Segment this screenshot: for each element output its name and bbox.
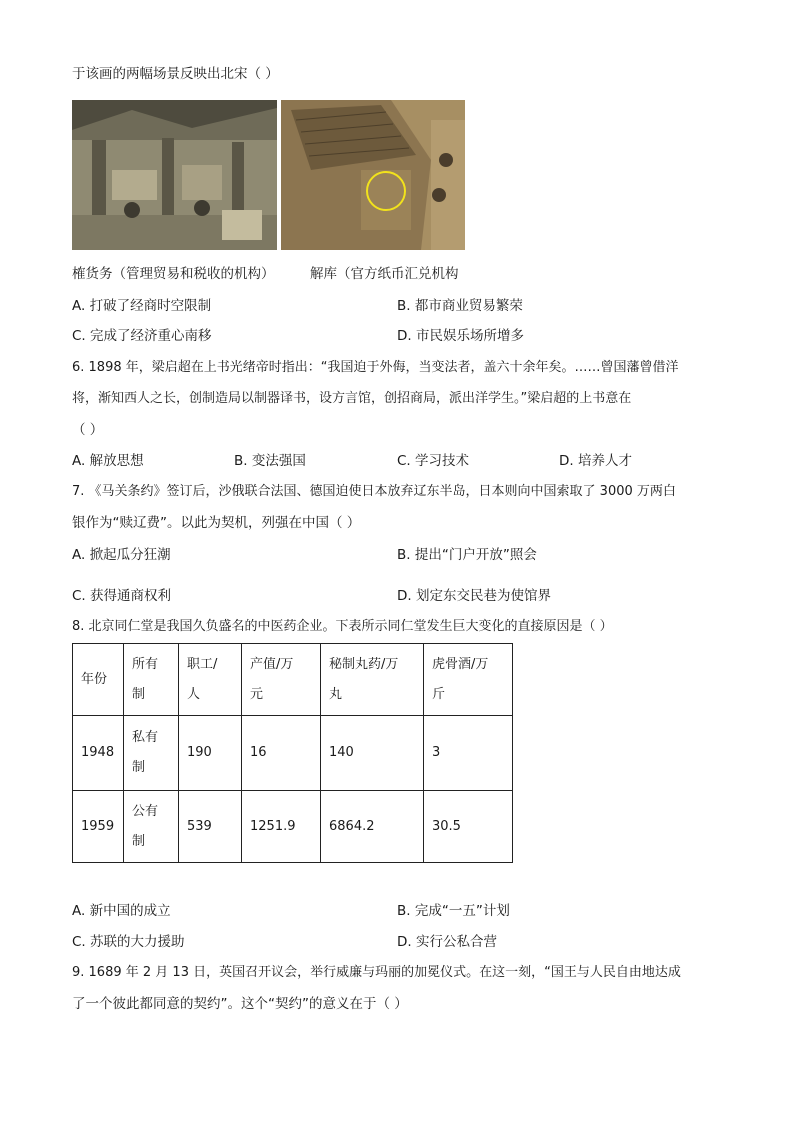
table-cell: 公有 制 — [124, 791, 179, 863]
table-row — [73, 716, 513, 791]
q9-stem-line1: 9. 1689 年 2 月 13 日，英国召开议会，举行威廉与玛丽的加冕仪式。在这一刻，“国王与人民自由地达成 — [72, 965, 681, 980]
painting-images — [72, 100, 465, 250]
q6-option-a[interactable]: A. 解放思想 — [72, 453, 144, 469]
q6-option-c[interactable]: C. 学习技术 — [397, 453, 470, 469]
table-header-cell: 产值/万 元 — [242, 644, 321, 716]
q8-stem: 8. 北京同仁堂是我国久负盛名的中医药企业。下表所示同仁堂发生巨大变化的直接原因是（ ） — [72, 619, 613, 634]
q8-data-table — [72, 643, 513, 863]
painting-left-image — [72, 100, 277, 250]
table-cell: 1251.9 — [242, 791, 321, 863]
q9-stem-line2: 了一个彼此都同意的契约”。这个“契约”的意义在于（ ） — [72, 996, 408, 1012]
q7-option-c[interactable]: C. 获得通商权利 — [72, 588, 172, 604]
q6-stem-line1: 6. 1898 年，梁启超在上书光绪帝时指出：“我国迫于外侮，当变法者，盖六十余年矣。……曾国藩曾借洋 — [72, 360, 679, 375]
table-header-cell: 虎骨酒/万 斤 — [424, 644, 513, 716]
table-header-cell: 所有 制 — [124, 644, 179, 716]
table-header-cell: 职工/ 人 — [179, 644, 242, 716]
q7-option-b[interactable]: B. 提出“门户开放”照会 — [397, 547, 537, 563]
q5-option-a[interactable]: A. 打破了经商时空限制 — [72, 298, 212, 314]
table-row — [73, 791, 513, 863]
q8-option-a[interactable]: A. 新中国的成立 — [72, 903, 171, 919]
table-header-cell: 年份 — [73, 644, 124, 716]
q5-option-b[interactable]: B. 都市商业贸易繁荣 — [397, 298, 523, 314]
q7-stem-line1: 7. 《马关条约》签订后，沙俄联合法国、德国迫使日本放弃辽东半岛，日本则向中国索取了 3000 万两白 — [72, 484, 676, 499]
q5-caption-left: 榷货务（管理贸易和税收的机构） — [72, 266, 275, 282]
q5-option-d[interactable]: D. 市民娱乐场所增多 — [397, 328, 524, 344]
q8-option-d[interactable]: D. 实行公私合营 — [397, 934, 497, 950]
table-cell: 539 — [179, 791, 242, 863]
painting-right-image — [281, 100, 465, 250]
table-cell: 16 — [242, 716, 321, 791]
q8-option-c[interactable]: C. 苏联的大力援助 — [72, 934, 185, 950]
table-cell: 30.5 — [424, 791, 513, 863]
q6-stem-line2: 将，渐知西人之长，创制造局以制器译书，设方言馆，创招商局，派出洋学生。”梁启超的上书意在 — [72, 391, 632, 406]
q7-option-d[interactable]: D. 划定东交民巷为使馆界 — [397, 588, 551, 604]
q6-option-d[interactable]: D. 培养人才 — [559, 453, 632, 469]
q5-caption-right: 解库（官方纸币汇兑机构 — [310, 266, 459, 282]
table-cell: 私有 制 — [124, 716, 179, 791]
q5-option-c[interactable]: C. 完成了经济重心南移 — [72, 328, 212, 344]
table-cell: 140 — [321, 716, 424, 791]
q7-stem-line2: 银作为“赎辽费”。以此为契机，列强在中国（ ） — [72, 515, 361, 531]
q8-option-b[interactable]: B. 完成“一五”计划 — [397, 903, 510, 919]
q7-option-a[interactable]: A. 掀起瓜分狂潮 — [72, 547, 171, 563]
q5-stem: 于该画的两幅场景反映出北宋（ ） — [72, 66, 279, 82]
q6-option-b[interactable]: B. 变法强国 — [234, 453, 306, 469]
table-header-row — [73, 644, 513, 716]
table-cell: 3 — [424, 716, 513, 791]
q6-stem-line3: （ ） — [72, 422, 104, 438]
table-header-cell: 秘制丸药/万 丸 — [321, 644, 424, 716]
table-cell: 1959 — [73, 791, 124, 863]
table-cell: 1948 — [73, 716, 124, 791]
table-cell: 190 — [179, 716, 242, 791]
table-cell: 6864.2 — [321, 791, 424, 863]
